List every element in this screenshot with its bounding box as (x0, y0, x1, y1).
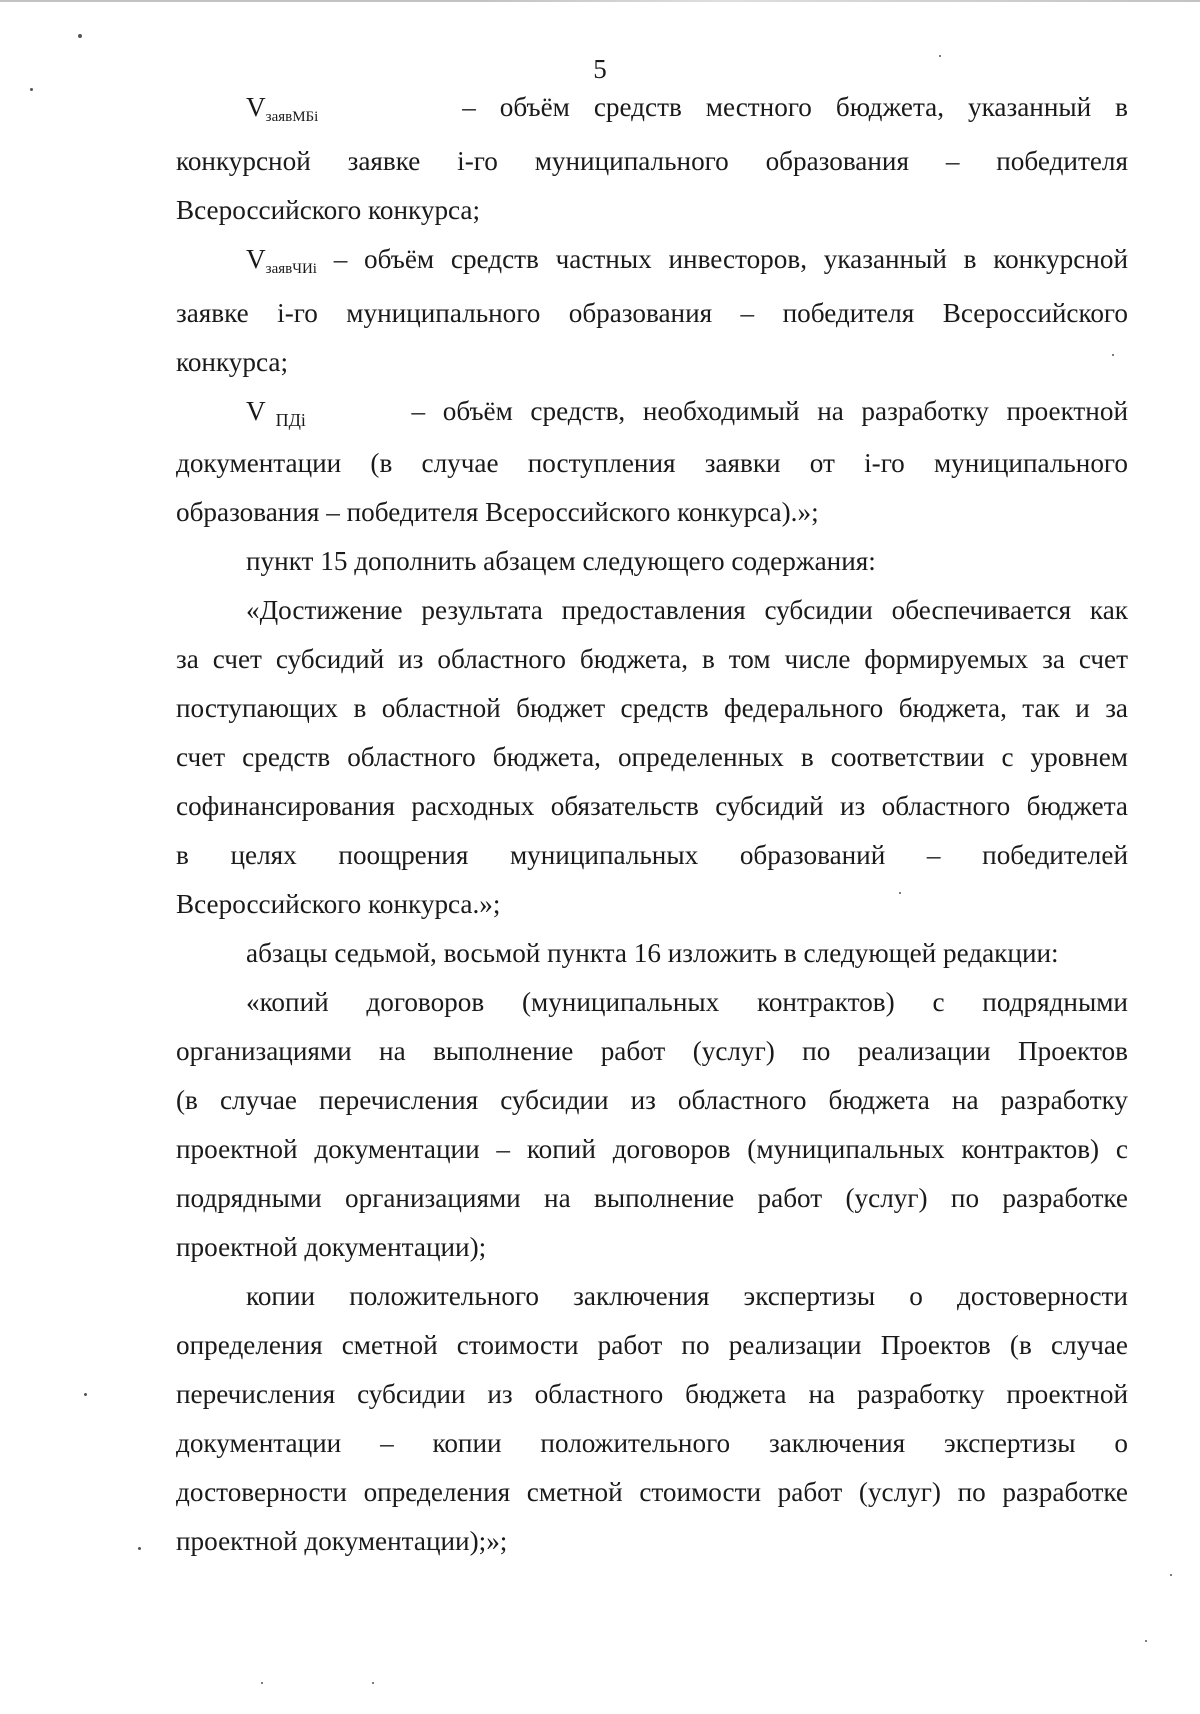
definition-line: заявке i-го муниципального образования – победителя Всероссийского (176, 298, 1128, 328)
paragraph-line: определения сметной стоимости работ по реализации Проектов (в случае (176, 1330, 1128, 1360)
paragraph-line: документации – копии положительного заключения экспертизы о (176, 1428, 1128, 1458)
variable-symbol: V $_{ПДi}$ (246, 396, 306, 430)
paragraph-line: счет средств областного бюджета, определенных в соответствии с уровнем (176, 742, 1128, 772)
scan-speck (78, 34, 82, 38)
paragraph-line: подрядными организациями на выполнение работ (услуг) по разработке (176, 1183, 1128, 1213)
paragraph-line: проектной документации); (176, 1232, 487, 1262)
paragraph-line: абзацы седьмой, восьмой пункта 16 изложить в следующей редакции: (246, 938, 1059, 968)
definition-private-investors (176, 235, 1128, 387)
scan-speck (84, 1393, 87, 1396)
paragraph-line: в целях поощрения муниципальных образований – победителей (176, 840, 1128, 870)
scan-top-edge (0, 0, 1200, 2)
paragraph-point-15 (176, 537, 1128, 586)
paragraph-line: «Достижение результата предоставления субсидии обеспечивается как (246, 595, 1128, 625)
paragraph-line: (в случае перечисления субсидии из областного бюджета на разработку (176, 1085, 1128, 1115)
scan-speck (939, 55, 941, 57)
definition-line: документации (в случае поступления заявки от i-го муниципального (176, 448, 1128, 478)
paragraph-line: за счет субсидий из областного бюджета, в том числе формируемых за счет (176, 644, 1128, 674)
paragraph-line: достоверности определения сметной стоимости работ (услуг) по разработке (176, 1477, 1128, 1507)
definition-line: VзаявМБi – объём средств местного бюджета, указанный в (246, 92, 1128, 125)
variable-symbol: VзаявМБi (246, 92, 319, 125)
definition-line: Всероссийского конкурса; (176, 195, 481, 225)
scan-speck (1145, 1640, 1147, 1642)
scan-speck (899, 892, 901, 894)
paragraph-line: «копий договоров (муниципальных контрактов) с подрядными (246, 987, 1128, 1017)
scan-speck (138, 1547, 141, 1550)
scan-speck (261, 1682, 263, 1684)
definition-line: образования – победителя Всероссийского конкурса).»; (176, 497, 819, 527)
scan-speck (30, 88, 33, 91)
paragraph-line: организациями на выполнение работ (услуг) по реализации Проектов (176, 1036, 1128, 1066)
paragraph-line: Всероссийского конкурса.»; (176, 889, 501, 919)
scan-speck (1112, 354, 1114, 356)
paragraph-line: копии положительного заключения экспертизы о достоверности (246, 1281, 1128, 1311)
definition-line: V $_{ПДi}$ – объём средств, необходимый на разработку проектной (246, 396, 1129, 430)
paragraph-line: перечисления субсидии из областного бюджета на разработку проектной (176, 1379, 1128, 1409)
paragraph-achievement (176, 586, 1128, 929)
paragraph-contract-copies (176, 978, 1128, 1272)
definition-line: конкурса; (176, 347, 289, 377)
paragraph-line: проектной документации – копий договоров (муниципальных контрактов) с (176, 1134, 1128, 1164)
paragraph-line: пункт 15 дополнить абзацем следующего содержания: (246, 546, 876, 576)
paragraph-line: софинансирования расходных обязательств субсидий из областного бюджета (176, 791, 1128, 821)
definition-line: VзаявЧИi – объём средств частных инвесторов, указанный в конкурсной (246, 244, 1128, 277)
paragraph-point-16 (176, 929, 1128, 978)
page-number: 5 (593, 54, 607, 84)
scan-speck (1170, 1574, 1172, 1576)
definition-line: конкурсной заявке i-го муниципального образования – победителя (176, 146, 1128, 176)
definition-local-budget (176, 83, 1128, 235)
document-body (176, 83, 1128, 1566)
definition-project-documentation (176, 387, 1128, 537)
paragraph-line: поступающих в областной бюджет средств федерального бюджета, так и за (176, 693, 1128, 723)
scan-speck (372, 1682, 374, 1684)
paragraph-line: проектной документации);»; (176, 1526, 508, 1556)
variable-symbol: VзаявЧИi (246, 244, 317, 277)
paragraph-expertise-copies (176, 1272, 1128, 1566)
